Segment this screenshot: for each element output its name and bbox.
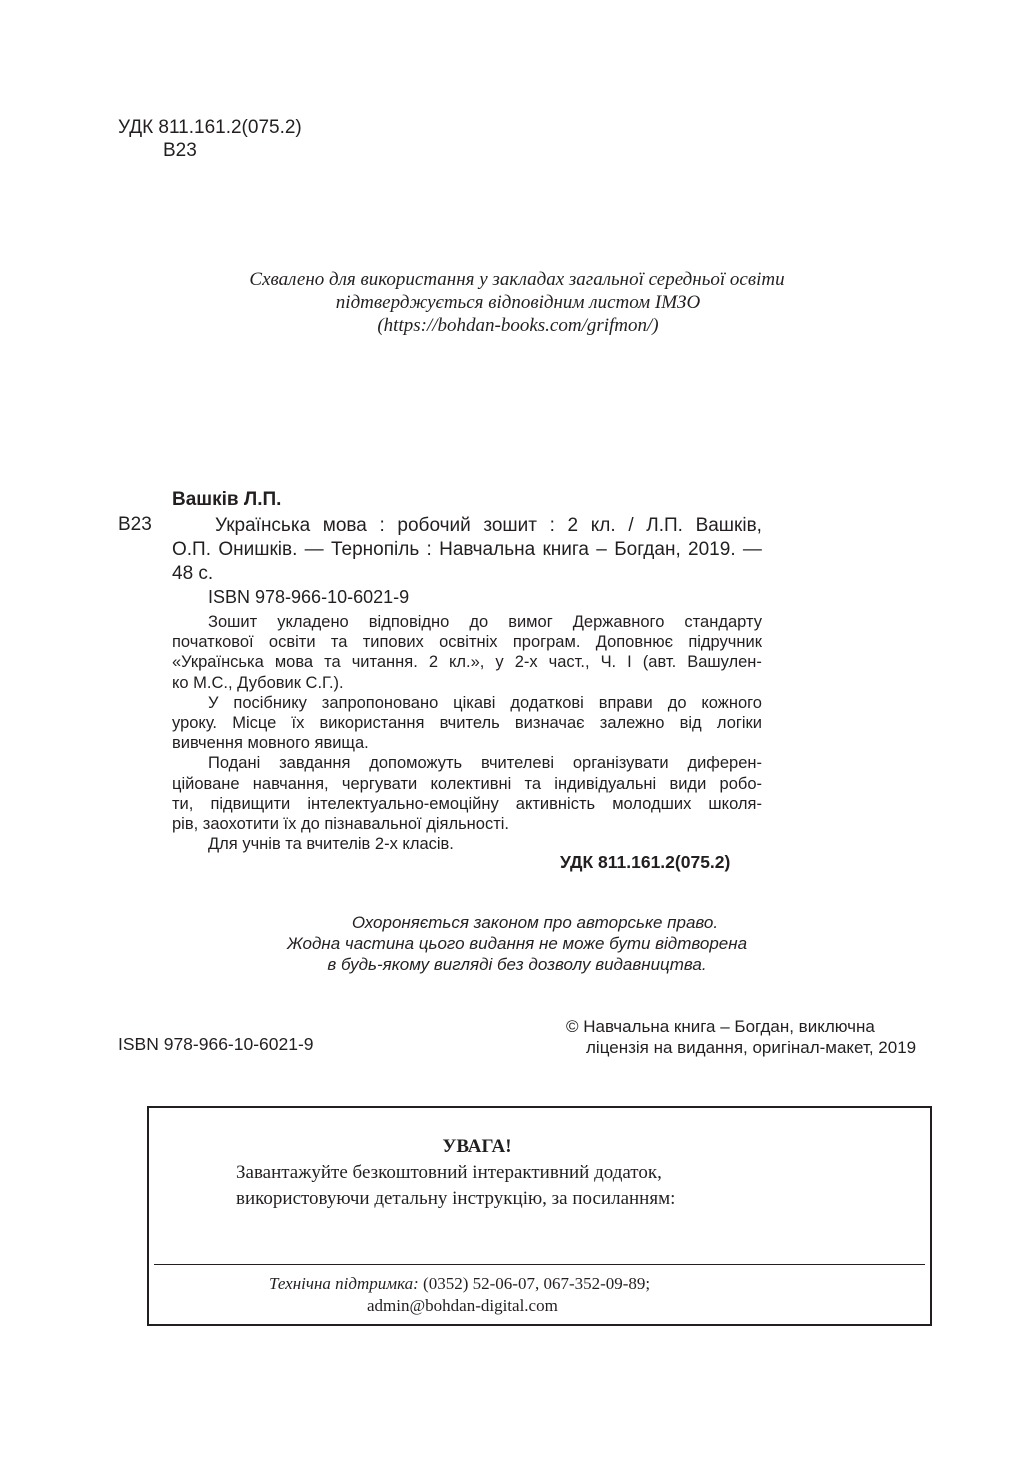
annotation-word: типових (362, 633, 424, 652)
annotation-word: та (330, 633, 348, 652)
bib-word: — (742, 539, 762, 560)
approval-statement (0, 268, 1034, 337)
bib-word: Л.П. (646, 515, 683, 536)
bib-word: робочий (397, 515, 471, 536)
annotation-word: школя- (708, 794, 762, 813)
annotation-word: стандарту (684, 613, 762, 631)
bib-word: : (379, 515, 385, 536)
annotation-word: види (669, 774, 707, 793)
annotation-line (172, 632, 762, 652)
annotation-word: їх (291, 714, 305, 732)
annotation-word: Ч. (600, 653, 617, 672)
tech-support-phones: (0352) 52-06-07, 067-352-09-89; (418, 1274, 651, 1293)
annotation-word: колективні (430, 774, 512, 793)
annotation-word: організувати (572, 754, 669, 773)
annotation-word: кл.», (449, 653, 485, 672)
tech-support-email[interactable]: admin@bohdan-digital.com (367, 1296, 558, 1315)
copyright-notice (0, 912, 1034, 975)
annotation-word: та (524, 774, 542, 793)
annotation-word: програм. (512, 633, 581, 652)
annotation-word: мова (274, 653, 314, 672)
annotation-word: індивідуальні (554, 774, 657, 793)
tech-support-line (269, 1274, 650, 1294)
bib-word: Онишків. (218, 539, 298, 560)
annotation-word: укладено (277, 613, 349, 631)
annotation-word: уроку. (172, 714, 218, 732)
approval-line-3: (https://bohdan-books.com/grifmon/) (377, 315, 659, 336)
annotation-word: підвищити (210, 794, 291, 813)
annotation-line (172, 753, 762, 773)
bib-word: О.П. (172, 539, 211, 560)
annotation-word: кожного (701, 693, 762, 712)
bib-word: : (426, 539, 432, 560)
annotation-word: цікаві (453, 693, 496, 712)
annotation-line (172, 693, 762, 713)
annotation-word: вчителеві (480, 754, 555, 773)
annotation-word: підручник (688, 633, 762, 652)
annotation-word: ти, (172, 794, 194, 813)
annotation-word: вчитель (439, 714, 500, 732)
annotation-word: відповідно (368, 613, 450, 631)
annotation-word: робо- (719, 774, 762, 793)
copyright-notice-line-2: Жодна частина цього видання не може бути відтворена (286, 934, 748, 953)
annotation-word: Подані (208, 754, 261, 773)
annotation-line: Для учнів та вчителів 2-х класів. (208, 835, 454, 854)
notice-line-2: використовуючи детальну інструкцію, за посиланням: (236, 1188, 676, 1209)
bib-word: 2019. (688, 539, 736, 560)
annotation-word: Доповнює (595, 633, 674, 652)
annotation-word: залежно (599, 714, 665, 732)
notice-divider (154, 1264, 925, 1265)
annotation-word: «Українська (172, 653, 264, 672)
annotation-word: запропоновано (321, 693, 439, 712)
bibliographic-line-1 (172, 514, 762, 538)
footer-isbn: ISBN 978-966-10-6021-9 (118, 1034, 314, 1054)
annotation-word: завдання (279, 754, 351, 773)
annotation-word: активність (515, 794, 596, 813)
bib-word: книга (542, 539, 589, 560)
annotation-word: до (667, 693, 687, 712)
annotation-word: 2 (428, 653, 438, 672)
catalog-isbn: ISBN 978-966-10-6021-9 (208, 587, 410, 607)
annotation-word: від (679, 714, 702, 732)
annotation-line: вивчення мовного явища. (172, 734, 369, 753)
annotation-word: навчання, (252, 774, 329, 793)
author-index-top: В23 (163, 140, 197, 161)
annotation-word: У (208, 693, 219, 712)
notice-box (147, 1106, 932, 1326)
catalog-author: Вашків Л.П. (172, 489, 282, 510)
annotation-word: у (495, 653, 504, 672)
annotation-line: ко М.С., Дубовик С.Г.). (172, 673, 344, 692)
annotation-word: (авт. (642, 653, 677, 672)
annotation-word: 2-х (514, 653, 538, 672)
bib-word: Навчальна (439, 539, 536, 560)
annotation-word: І (627, 653, 632, 672)
annotation-word: диферен- (687, 754, 762, 773)
annotation-word: логіки (716, 714, 762, 732)
annotation-word: використання (319, 714, 425, 732)
bib-word: — (304, 539, 324, 560)
annotation-line (172, 774, 762, 794)
annotation-word: та (324, 653, 341, 672)
annotation-word: освітніх (439, 633, 498, 652)
publisher-copyright-line-1: © Навчальна книга – Богдан, виключна (566, 1017, 875, 1036)
notice-title: УВАГА! (442, 1136, 512, 1157)
copyright-notice-line-1: Охороняється законом про авторське право. (351, 913, 719, 932)
annotation-line (172, 794, 762, 814)
annotation-word: Вашулен- (687, 653, 762, 672)
bib-word: / (628, 515, 634, 536)
annotation-word: допоможуть (369, 754, 463, 773)
annotation-word: інтелектуально-емоційну (307, 794, 499, 813)
bibliographic-line-3: 48 с. (172, 563, 214, 584)
annotation-word: освіти (268, 633, 316, 652)
annotation-line (172, 612, 762, 632)
bib-word: Тернопіль (330, 539, 420, 560)
annotation-word: Державного (572, 613, 665, 631)
bib-word: Вашків, (695, 515, 762, 536)
tech-support-label: Технічна підтримка: (269, 1274, 419, 1293)
annotation-word: Зошит (208, 613, 258, 631)
annotation-word: посібнику (233, 693, 307, 712)
annotation-word: част., (548, 653, 590, 672)
annotation-word: читання. (351, 653, 418, 672)
bib-word: – (596, 539, 607, 560)
annotation-word: додаткові (510, 693, 584, 712)
bib-word: кл. (590, 515, 616, 536)
annotation-word: початкової (172, 633, 254, 652)
bib-word: зошит (483, 515, 537, 536)
bib-word: Богдан, (614, 539, 681, 560)
annotation-word: визначає (514, 714, 585, 732)
notice-line-1: Завантажуйте безкоштовний інтерактивний додаток, (236, 1162, 662, 1183)
annotation-word: вимог (508, 613, 553, 631)
annotation-word: чергувати (341, 774, 418, 793)
udk-code-bottom: УДК 811.161.2(075.2) (560, 852, 731, 872)
annotation-line (172, 652, 762, 672)
publisher-copyright-line-2: ліцензія на видання, оригінал-макет, 2019 (586, 1038, 917, 1057)
annotation-word: Місце (232, 714, 277, 732)
bib-word: Українська (215, 515, 311, 536)
annotation-word: молодших (612, 794, 692, 813)
catalog-index: В23 (118, 514, 152, 535)
annotation-line: рів, заохотити їх до пізнавальної діяльності. (172, 815, 510, 833)
annotation-word: вправи (598, 693, 653, 712)
approval-line-1: Схвалено для використання у закладах загальної середньої освіти (249, 269, 785, 290)
copyright-notice-line-3: в будь-якому вигляді без дозволу видавництва. (327, 955, 707, 974)
approval-line-2: підтверджується відповідним листом ІМЗО (335, 292, 701, 313)
annotation-word: до (469, 613, 489, 631)
bib-word: мова (322, 515, 367, 536)
bibliographic-line-2 (172, 538, 762, 562)
bib-word: 2 (567, 515, 579, 536)
annotation-word: ційоване (172, 774, 240, 793)
bib-word: : (549, 515, 555, 536)
annotation-line (172, 713, 762, 733)
udk-code-top: УДК 811.161.2(075.2) (118, 117, 302, 138)
